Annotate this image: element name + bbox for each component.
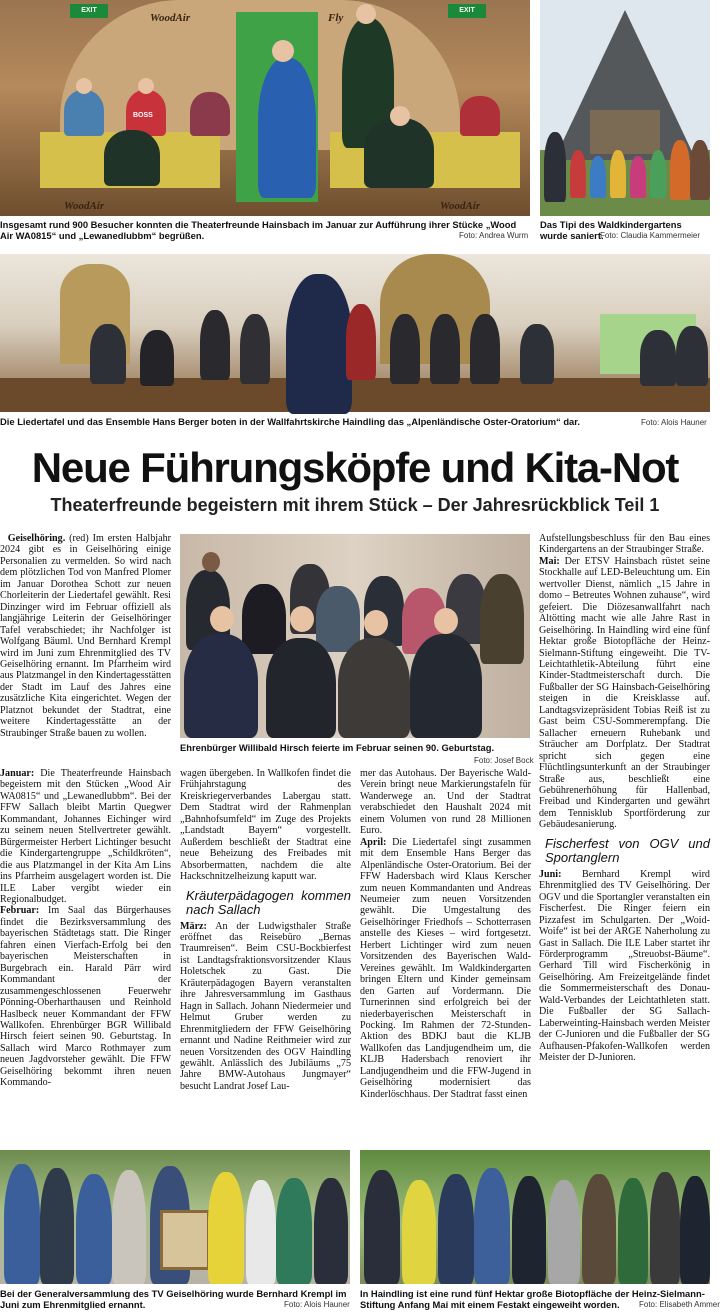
column-1-lower — [0, 768, 171, 1089]
author: (red) — [69, 533, 89, 544]
mai-text: Der ETSV Hainsbach rüstet seine Stockhalle auf LED-Beleuchtung um. Ein wertvoller Dienst, nämlich „15 Jahre in domo – Betreutes Wohnen zuhause“, wird gefeiert. Die Diözesanwallfahrt nach Altötting macht wie alle Jahre Rast in Geiselhöring. In Haindling wird eine fünf Hektar große Biotopfläche der Heinz-Sielmann-Stiftung eingeweiht. Die TV-Leichtathletik-Abteilung führt eine Kinder-Stadtmeisterschaft durch. Die Fußballer der SG Hainsbach-Geiselhöring steigen in die Kreisklasse auf. Landtagsvizepräsident Tobias Reiß ist zu Gast beim CSU-Sommerempfang. Die Sallacher erneuern Ruhebank und Sträucher am Dorfplatz. Der Stadtrat spricht sich gegen eine Flüchtlingsunterkunft an der Straubinger Straße aus, beschließt eine Gebührenerhöhung für Hallenbad, Freibad und Kindergarten und gewährt dem Tennisklub Sportförderung zur Gebäudesanierung. — [539, 555, 710, 831]
col3-text: mer das Autohaus. Der Bayerische Wald-Verein bringt neue Markierungstafeln für Wanderwege an. Und der Stadtrat verabschiedet den Haushalt 2024 mit einem Volumen von rund 28 Millionen Euro. — [360, 768, 531, 837]
juni-text: Bernhard Krempl wird Ehrenmitglied des TV Geiselhöring. Der OGV und die Sportangler veranstalten ein Fischerfest. Die Ringer feiern ein Pizzafest im Schulgarten. Der „Woid-Woife“ ist bei der ARGE Naherholung zu Gast in Sallach. Die ILE Laber startet ihr Förderprogramm „Streuobst-Bäume“. Gerhard Till wird Fischerkönig in Geiselhöring. Am Freizeitgelände findet die Sommermeisterschaft des Donau-Wald-Verbandes der Leichtathleten statt. Die Fußballer der SG Sallach-Laberweinting-Hainsbach werden Meister der C-Junioren und die Fußballer der SG Aufhausen-Pfakofen-Wallkofen werden Meister der D-Junioren. — [539, 868, 710, 1064]
section-heading-kraeuter: Kräuterpädagogen kommen nach Sallach — [186, 887, 351, 917]
credit-hirsch: Foto: Josef Bock — [474, 756, 534, 765]
caption-tv: Bei der Generalversammlung des TV Geiselhöring wurde Bernhard Krempl im Juni zum Ehrenmitglied ernannt. — [0, 1288, 347, 1310]
maerz-text: An der Ludwigsthaler Straße eröffnet das Reisebüro „Bernas Traumreisen“. Beim CSU-Bockbierfest ist Landtagsfraktionsvorsitzender Klaus Holetschek zu Gast. Die Kräuterpädagogen Bayern veranstalten ihre Jahresversammlung im Gasthaus Hagn in Sallach. Johann Niedermeier und Helmut Gruber werden zu Ehrenmitgliedern der FFW Geiselhöring ernannt und Nadine Reithmeier wird zur neuen Vorsitzenden des OGV Haindling gewählt. Anlässlich des Jubiläums „75 Jahre BMW-Autohaus Jungmayer“ besucht Landrat Josef Lau- — [180, 920, 351, 1092]
photo-church — [0, 254, 710, 412]
april-text: Die Liedertafel singt zusammen mit dem Ensemble Hans Berger das Alpenländische Oster-Oratorium. Bei der FFW Hadersbach wird Klaus Kerscher zum neuen Kommandanten und Andreas Neumeier zum neuen Vorsitzenden gewählt. Die Umgestaltung des Geiselhöringer Friedhofs – Schotterrasen anstelle des Kieses – wird fortgesetzt. Herbert Lichtinger wird zum neuen Vorsitzenden des Bayerischen Wald-Vereines gewählt. Im Waldkindergarten bringen Eltern und Kinder gemeinsam den Garten auf Vordermann. Die Turnerinnen sind erfolgreich bei der niederbayerischen Meisterschaft in Pocking. Im Rahmen der 72-Stunden-Aktion des BDKJ baut die KLJB Wallkofen das Landjugendheim um, die KLJB Hadersbach renoviert ihr Landjugendheim und die FFW-Jugend in Geiselhöring modernisiert das Kinderlöschhaus. Der Stadtrat fasst einen — [360, 836, 531, 1100]
column-2 — [180, 768, 351, 1092]
januar-paragraph — [0, 768, 171, 905]
caption-tipi: Das Tipi des Waldkindergartens wurde saniert. — [540, 219, 682, 241]
exit-sign-left: EXIT — [70, 4, 108, 18]
exit-sign-right: EXIT — [448, 4, 486, 18]
counter-sign-right: WoodAir — [440, 200, 481, 212]
februar-text: Im Saal das Bürgerhauses findet die Bezirksversammlung des bayerischen Städtetags statt. Die Ringer fahren einen Vierfach-Erfolg bei den bayerischen Meisterschaften in Burgebrach ein. Harald Pärr wird Kommandant der zusammengeschlossenen Feuerwehr Pönning-Oberharthausen und Reinhold Haslbeck neuer Kommandant der FFW Wallkofen. Ehrenbürger BGR Willibald Hirsch feiert seinen 90. Geburtstag. In Sallach wird Marco Rothmayer zum neuen Jagdvorsteher gewählt. Die FFW Geiselhöring bekommt ihren neuen Kommando- — [0, 905, 171, 1089]
subheadline: Theaterfreunde begeistern mit ihrem Stück – Der Jahresrückblick Teil 1 — [50, 495, 660, 515]
april-label: April: — [360, 836, 387, 848]
column-3 — [360, 768, 531, 1100]
photo-tv-geiselhoering — [0, 1150, 350, 1284]
januar-label: Januar: — [0, 768, 35, 779]
mai-label: Mai: — [539, 555, 560, 567]
intro-paragraph — [0, 533, 171, 739]
februar-paragraph — [0, 905, 171, 1088]
juni-label: Juni: — [539, 868, 562, 880]
photo-hirsch — [180, 534, 530, 738]
col2-text: wagen übergeben. In Wallkofen findet die Frühjahrstagung des Kreiskriegerverbandes Labergau statt. Dem Stadtrat wird der Rahmenplan „Bahnhofsumfeld“ im Zuge des Projekts „Landstadt Bayern“ vorgestellt. Außerdem beschließt der Stadtrat eine neue Beheizung des Freibades mit Absorbermatten, nachdem die alte Hackschnitzelheizung kaputt war. — [180, 768, 351, 883]
stage-sign-woodair: WoodAir — [150, 12, 191, 24]
credit-church: Foto: Alois Hauner — [641, 418, 707, 427]
column-1 — [0, 533, 171, 739]
photo-tipi — [540, 0, 710, 216]
credit-biotop: Foto: Elisabeth Ammer — [639, 1300, 720, 1309]
caption-biotop: In Haindling ist eine rund fünf Hektar große Biotopfläche der Heinz-Sielmann-Stiftung Anfang Mai mit einem Festakt eingeweiht worden. — [360, 1288, 705, 1310]
intro-text: Im ersten Halbjahr 2024 gibt es in Geiselhöring einige Personalien zu vermelden. So wird nach dem plötzlichen Tod von Manfred Plomer im Januar Dorothea Schott zur neuen Chorleiterin der Liedertafel gewählt. Resi Dinzinger wird im Februar offiziell als langjährige Leiterin der Geiselhöringer Tafel verabschiedet; ihr Nachfolger ist Wolfgang Bäuml. Und Bernhard Krempl wird im Juni zum Ehrenmitglied des TV Geiselhöring ernannt. Im Pfarrheim wird aus Platzmangel in den Kindertagesstätten der Stadt im Lauf des Jahres eine zusätzliche Kita eingerichtet. Wegen der Platznot bekundet der Stadtrat, eine weitere Kindertagesstätte an der Straubinger Straße bauen zu wollen. — [0, 533, 171, 739]
mai-paragraph — [539, 556, 710, 831]
counter-sign-left: WoodAir — [64, 200, 105, 212]
dateline: Geiselhöring. — [7, 533, 66, 544]
credit-theater: Foto: Andrea Wurm — [459, 231, 529, 240]
caption-hirsch: Ehrenbürger Willibald Hirsch feierte im Februar seinen 90. Geburtstag. — [180, 742, 495, 753]
juni-paragraph — [539, 869, 710, 1064]
boss-shirt-text: BOSS — [133, 112, 153, 119]
credit-tipi: Foto: Claudia Kammermeier — [600, 231, 701, 240]
maerz-paragraph — [180, 921, 351, 1093]
april-paragraph — [360, 837, 531, 1100]
caption-theater: Insgesamt rund 900 Besucher konnten die Theaterfreunde Hainsbach im Januar zur Aufführung ihrer Stücke „Wood Air WA0815“ und „Lewanedlubbm“ begrüßen. — [0, 219, 517, 241]
januar-text: Die Theaterfreunde Hainsbach begeistern mit den Stücken „Wood Air WA0815“ und „Lewanedlubbm“. Bei der FFW Sallach bleibt Martin Quegwer Kommandant, Johannes Eichinger wird zu seinem neuen Stellvertreter gewählt. Bürgermeister Herbert Lichtinger besucht die Kindergartengruppe „Schildkröten“, die aus Platzmangel in der Kita Am Lins ins Pfarrheim ausgelagert worden ist. Die ILE Laber vergibt wieder ein Regionalbudget. — [0, 768, 171, 905]
col4-text: Aufstellungsbeschluss für den Bau eines Kindergartens an der Straubinger Straße. — [539, 533, 710, 556]
section-heading-fischer: Fischerfest von OGV und Sportanglern — [545, 835, 710, 865]
credit-tv: Foto: Alois Hauner — [284, 1300, 350, 1309]
headline: Neue Führungsköpfe und Kita-Not — [31, 444, 679, 491]
stage-sign-fly: Fly — [328, 12, 344, 24]
februar-label: Februar: — [0, 905, 40, 917]
photo-theater — [0, 0, 530, 216]
column-4 — [539, 533, 710, 1063]
caption-church: Die Liedertafel und das Ensemble Hans Berger boten in der Wallfahrtskirche Haindling das „Alpenländische Oster-Oratorium“ dar. — [0, 416, 580, 427]
photo-biotop — [360, 1150, 710, 1284]
maerz-label: März: — [180, 920, 207, 932]
